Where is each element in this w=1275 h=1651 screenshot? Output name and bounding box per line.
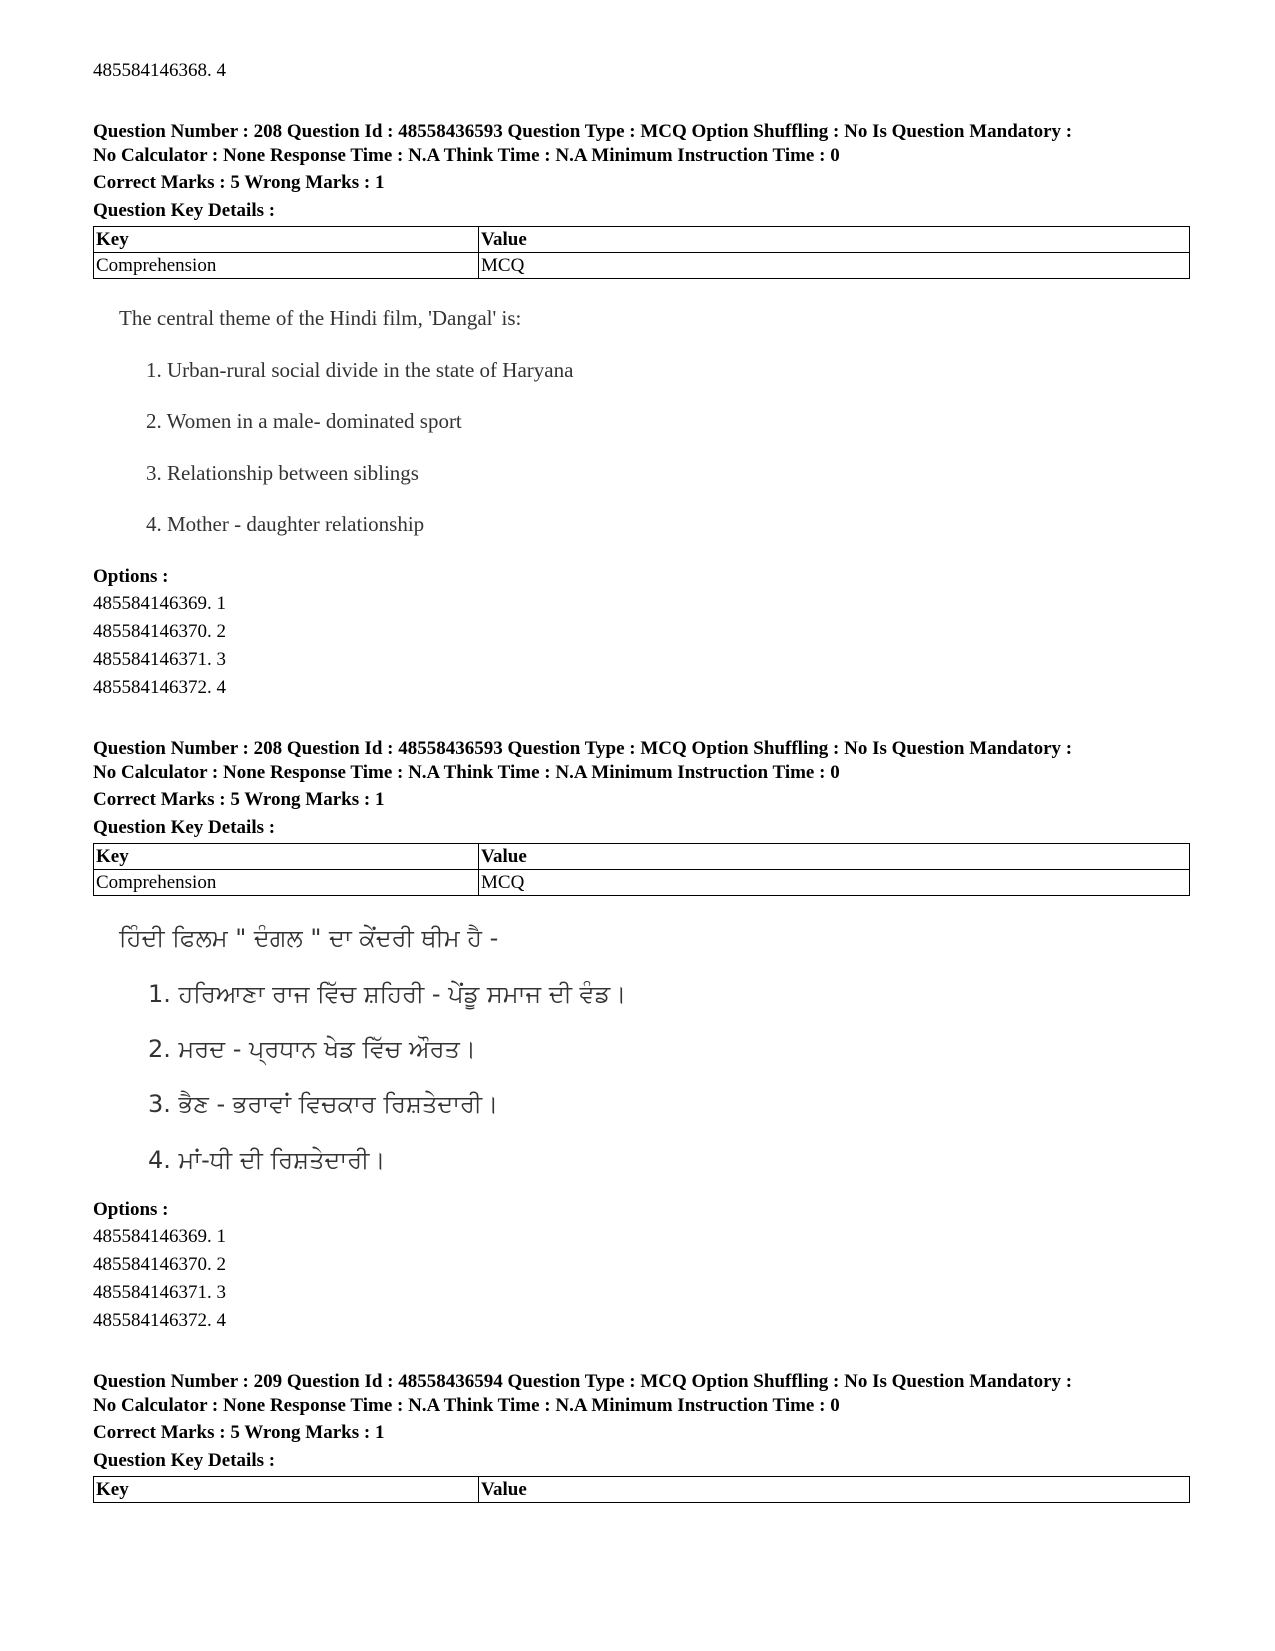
- options-label: Options :: [93, 1199, 169, 1220]
- key-details-label: Question Key Details :: [93, 1450, 276, 1471]
- question-meta-line-2: No Calculator : None Response Time : N.A Think Time : N.A Minimum Instruction Time : 0: [93, 1395, 840, 1416]
- marks-line: Correct Marks : 5 Wrong Marks : 1: [93, 789, 385, 810]
- question-option-1: 1. ਹਰਿਆਣਾ ਰਾਜ ਵਿੱਚ ਸ਼ਹਿਰੀ - ਪੇਂਡੂ ਸਮਾਜ ਦੀ ਵੰਡ।: [148, 980, 627, 1008]
- table-cell-key: Comprehension: [94, 253, 479, 279]
- option-line: 485584146370. 2: [93, 1254, 226, 1275]
- question-header: [93, 120, 1190, 168]
- question-stem: ਹਿੰਦੀ ਫਿਲਮ " ਦੰਗਲ " ਦਾ ਕੇਂਦਰੀ ਥੀਮ ਹੈ -: [119, 924, 499, 952]
- question-meta-line-1: Question Number : 208 Question Id : 48558436593 Question Type : MCQ Option Shuffling : No Is Question Mandatory :: [93, 738, 1073, 759]
- table-header-value: Value: [479, 1477, 1190, 1503]
- question-option-4: 4. ਮਾਂ-ਧੀ ਦੀ ਰਿਸ਼ਤੇਦਾਰੀ।: [148, 1146, 386, 1174]
- question-header: [93, 1370, 1190, 1418]
- marks-line: Correct Marks : 5 Wrong Marks : 1: [93, 172, 385, 193]
- question-option-3: 3. ਭੈਣ - ਭਰਾਵਾਂ ਵਿਚਕਾਰ ਰਿਸ਼ਤੇਦਾਰੀ।: [148, 1090, 499, 1118]
- question-option-2: 2. Women in a male- dominated sport: [146, 409, 462, 433]
- option-line: 485584146368. 4: [93, 60, 226, 81]
- option-line: 485584146369. 1: [93, 1226, 226, 1247]
- table-header-key: Key: [94, 227, 479, 253]
- question-option-1: 1. Urban-rural social divide in the state of Haryana: [146, 358, 574, 382]
- question-option-4: 4. Mother - daughter relationship: [146, 512, 425, 536]
- table-cell-key: Comprehension: [94, 870, 479, 896]
- option-line: 485584146372. 4: [93, 1310, 226, 1331]
- question-option-2: 2. ਮਰਦ - ਪ੍ਰਧਾਨ ਖੇਡ ਵਿੱਚ ਔਰਤ।: [148, 1035, 476, 1063]
- key-details-label: Question Key Details :: [93, 817, 276, 838]
- marks-line: Correct Marks : 5 Wrong Marks : 1: [93, 1422, 385, 1443]
- table-row: [94, 253, 1190, 279]
- table-header-row: [94, 1477, 1190, 1503]
- option-line: 485584146371. 3: [93, 1282, 226, 1303]
- key-details-table: [93, 843, 1190, 896]
- option-line: 485584146372. 4: [93, 677, 226, 698]
- table-header-row: [94, 227, 1190, 253]
- options-label: Options :: [93, 566, 169, 587]
- table-row: [94, 870, 1190, 896]
- table-header-value: Value: [479, 227, 1190, 253]
- question-option-3: 3. Relationship between siblings: [146, 461, 419, 485]
- table-header-key: Key: [94, 1477, 479, 1503]
- table-header-key: Key: [94, 844, 479, 870]
- table-cell-value: MCQ: [479, 253, 1190, 279]
- question-meta-line-1: Question Number : 209 Question Id : 48558436594 Question Type : MCQ Option Shuffling : No Is Question Mandatory :: [93, 1371, 1073, 1392]
- table-header-row: [94, 844, 1190, 870]
- question-stem: The central theme of the Hindi film, 'Dangal' is:: [119, 306, 522, 330]
- question-meta-line-2: No Calculator : None Response Time : N.A Think Time : N.A Minimum Instruction Time : 0: [93, 145, 840, 166]
- option-line: 485584146369. 1: [93, 593, 226, 614]
- table-header-value: Value: [479, 844, 1190, 870]
- option-line: 485584146371. 3: [93, 649, 226, 670]
- question-header: [93, 737, 1190, 785]
- question-meta-line-1: Question Number : 208 Question Id : 48558436593 Question Type : MCQ Option Shuffling : No Is Question Mandatory :: [93, 121, 1073, 142]
- key-details-table: [93, 1476, 1190, 1503]
- key-details-table: [93, 226, 1190, 279]
- question-meta-line-2: No Calculator : None Response Time : N.A Think Time : N.A Minimum Instruction Time : 0: [93, 762, 840, 783]
- table-cell-value: MCQ: [479, 870, 1190, 896]
- option-line: 485584146370. 2: [93, 621, 226, 642]
- key-details-label: Question Key Details :: [93, 200, 276, 221]
